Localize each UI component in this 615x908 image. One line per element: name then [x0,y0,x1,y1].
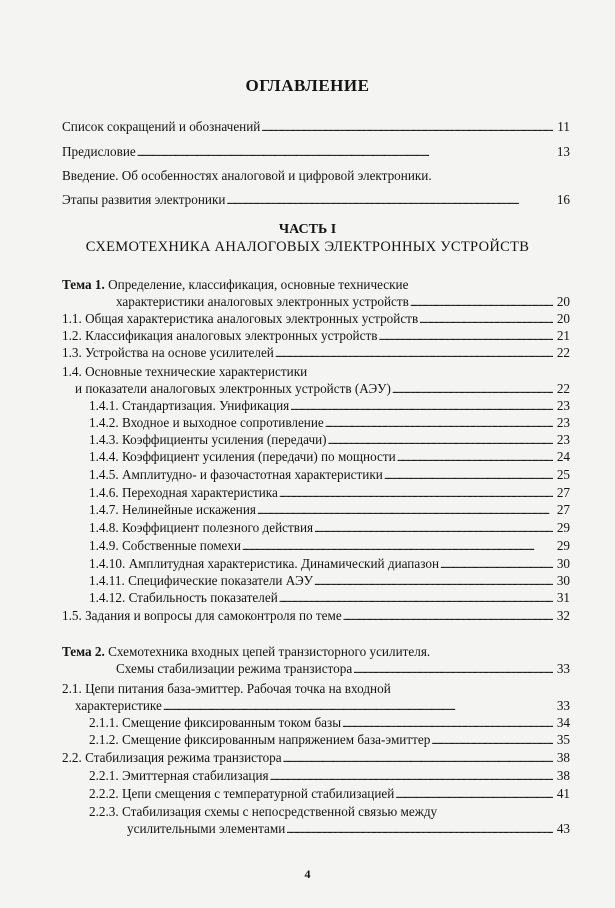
toc-entry-page: 30 [556,556,570,571]
topic-heading [62,276,408,293]
toc-entry-text: 1.4.5. Амплитудно- и фазочастотная характеристики [89,467,383,482]
toc-entry-text: 1.4.3. Коэффициенты усиления (передачи) [89,432,327,447]
toc-entry-page: 20 [556,311,570,326]
toc-entry [116,660,570,679]
toc-entry-text: 1.1. Общая характеристика аналоговых электронных устройств [62,311,419,326]
toc-entry-page: 21 [556,328,570,343]
toc-subentry [89,519,570,538]
toc-subentry [89,767,570,786]
toc-entry-text: 1.4.1. Стандартизация. Унификация [89,398,290,413]
toc-entry-text: 2.1.2. Смещение фиксированным напряжением база-эмиттер [89,732,431,747]
toc-entry-page: 20 [556,294,570,309]
toc-entry-page: 38 [556,768,570,783]
toc-entry-text: 1.4. Основные технические характеристики [62,364,308,379]
toc-entry-page: 11 [557,119,570,134]
toc-entry-text: 1.4.4. Коэффициент усиления (передачи) по мощности [89,449,396,464]
toc-entry-page: 22 [556,345,570,360]
toc-subentry [127,820,570,839]
toc-entry-text: 1.4.10. Амплитудная характеристика. Динамический диапазон [89,556,440,571]
topic-prefix: Тема 1. [62,277,105,292]
toc-entry-page: 29 [556,538,570,553]
leader-dots [270,767,553,786]
toc-entry-text: Предисловие [62,144,136,159]
topic-prefix: Тема 2. [62,644,105,659]
toc-entry-page: 27 [556,502,570,517]
leader-dots [314,519,553,538]
toc-entry-page: 29 [556,520,570,535]
leader-dots [286,820,553,839]
toc-entry-page: 33 [556,698,570,713]
leader-dots [431,731,553,750]
leader-dots [275,344,553,363]
toc-entry-text: Список сокращений и обозначений [62,119,261,134]
leader-dots [283,749,553,768]
toc-subentry [89,448,570,467]
toc-entry-text: 1.5. Задания и вопросы для самоконтроля по теме [62,608,342,623]
toc-entry-text: 2.1. Цепи питания база-эмиттер. Рабочая точка на входной [62,681,391,696]
toc-entry-text: 1.4.2. Входное и выходное сопротивление [89,415,324,430]
toc-entry-page: 27 [556,485,570,500]
leader-dots [257,501,553,520]
toc-entry-page: 23 [556,432,570,447]
leader-dots [353,660,553,679]
toc-entry-text: 1.4.12. Стабильность показателей [89,590,278,605]
toc-entry-text: 2.1.1. Смещение фиксированным током базы [89,715,342,730]
toc-entry-page: 38 [556,750,570,765]
toc-entry-text: 1.3. Устройства на основе усилителей [62,345,274,360]
toc-subentry [89,501,570,520]
toc-entry-text: 1.4.11. Специфические показатели АЭУ [89,573,313,588]
toc-entry-page: 30 [556,573,570,588]
toc-entry-text: 2.2.2. Цепи смещения с температурной стабилизацией [89,786,395,801]
toc-entry-text: Этапы развития электроники [62,192,226,207]
toc-entry-text: 2.2.1. Эмиттерная стабилизация [89,768,269,783]
toc-entry-page: 34 [556,715,570,730]
toc-entry-text: Введение. Об особенностях аналоговой и цифровой электроники. [62,168,432,183]
toc-entry-page: 32 [556,608,570,623]
topic-title-line1: Схемотехника входных цепей транзисторного усилителя. [108,644,431,659]
toc-entry-text: и показатели аналоговых электронных устройств (АЭУ) [75,381,391,396]
toc-entry-page: 25 [556,467,570,482]
toc-entry [62,607,570,626]
topic-title-line1: Определение, классификация, основные технические [108,277,409,292]
toc-entry-page: 23 [556,398,570,413]
leader-dots [137,143,553,162]
toc-entry-page: 43 [556,821,570,836]
leader-dots [279,589,553,608]
toc-entry-text: 1.4.9. Собственные помехи [89,538,241,553]
toc-entry-page: 16 [556,192,570,207]
part-title: СХЕМОТЕХНИКА АНАЛОГОВЫХ ЭЛЕКТРОННЫХ УСТРОЙСТВ [85,239,530,255]
toc-entry-text: 1.4.8. Коэффициент полезного действия [89,520,314,535]
toc-entry-page: 31 [556,590,570,605]
page-number: 4 [304,867,311,881]
toc-entry-text: 1.4.7. Нелинейные искажения [89,502,256,517]
toc-entry [62,749,570,768]
toc-entry [62,191,570,210]
toc-entry-page: 33 [556,661,570,676]
leader-dots [397,448,553,467]
topic-title-line2: Схемы стабилизации режима транзистора [116,661,353,676]
toc-subentry [89,785,570,804]
toc-entry-text: 2.2.3. Стабилизация схемы с непосредственной связью между [89,804,438,819]
leader-dots [384,466,553,485]
toc-entry-text: усилительными элементами [127,821,286,836]
toc-entry-page: 23 [556,415,570,430]
leader-dots [226,191,553,210]
topic-heading [62,643,430,660]
toc-entry-page: 41 [556,786,570,801]
toc-entry [62,118,570,137]
toc-entry-page: 24 [556,449,570,464]
toc-entry-text: характеристике [75,698,162,713]
toc-entry [62,143,570,162]
toc-entry-text: 1.2. Классификация аналоговых электронных устройств [62,328,378,343]
page-title: ОГЛАВЛЕНИЕ [245,76,370,95]
toc-subentry [89,537,570,556]
toc-entry-text: 1.4.6. Переходная характеристика [89,485,278,500]
leader-dots [242,537,553,556]
topic-title-line2: характеристики аналоговых электронных устройств [116,294,409,309]
toc-entry-page: 35 [556,732,570,747]
toc-entry [62,344,570,363]
toc-subentry [89,731,570,750]
toc-entry-page: 13 [556,144,570,159]
part-label: ЧАСТЬ I [278,222,337,237]
leader-dots [261,118,553,137]
toc-entry-text: 2.2. Стабилизация режима транзистора [62,750,282,765]
toc-subentry [89,466,570,485]
toc-entry-page: 22 [556,381,570,396]
leader-dots [343,607,553,626]
toc-subentry [89,589,570,608]
leader-dots [395,785,553,804]
